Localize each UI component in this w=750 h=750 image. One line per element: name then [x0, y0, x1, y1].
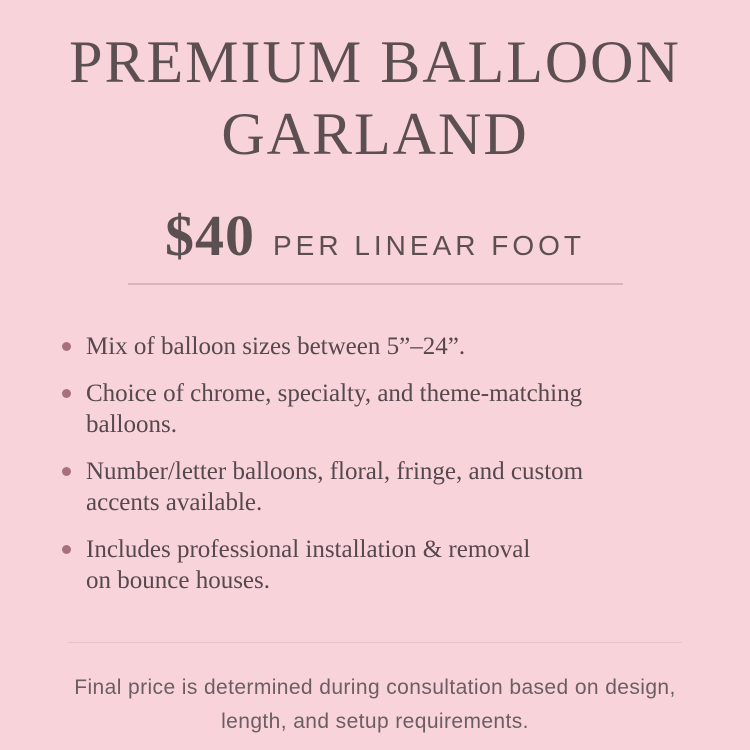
list-item-balloon-choice	[55, 378, 695, 440]
page-title	[69, 26, 681, 170]
feature-line: Includes professional installation & removal	[86, 535, 531, 563]
feature-line: balloons.	[86, 410, 177, 438]
list-item-installation	[55, 534, 695, 596]
bullet-dot-icon	[62, 467, 71, 476]
feature-text	[86, 331, 465, 362]
price-unit: PER LINEAR FOOT	[272, 230, 586, 261]
feature-line: accents available.	[86, 488, 263, 516]
feature-line: Number/letter balloons, floral, fringe, and custom	[86, 457, 584, 485]
bullet-dot-icon	[62, 342, 71, 351]
top-divider	[128, 283, 623, 285]
footer-line-1: Final price is determined during consultation based on design,	[74, 676, 676, 699]
feature-text	[86, 378, 582, 440]
feature-text	[86, 534, 530, 596]
footer-line-2: length, and setup requirements.	[221, 710, 529, 733]
feature-line: on bounce houses.	[86, 566, 270, 594]
feature-list	[55, 331, 695, 612]
feature-text	[86, 456, 583, 518]
title-line-2: GARLAND	[221, 101, 529, 167]
feature-line: Choice of chrome, specialty, and theme-matching	[86, 379, 583, 407]
price-amount: $40	[164, 203, 255, 268]
title-line-1: PREMIUM BALLOON	[69, 29, 681, 95]
bullet-dot-icon	[62, 545, 71, 554]
list-item-accents	[55, 456, 695, 518]
list-item-balloon-sizes	[55, 331, 695, 362]
price-row	[165, 202, 585, 269]
feature-line: Mix of balloon sizes between 5”–24”.	[86, 332, 466, 360]
footer-note	[74, 671, 675, 739]
bullet-dot-icon	[62, 389, 71, 398]
bottom-divider	[68, 642, 682, 644]
